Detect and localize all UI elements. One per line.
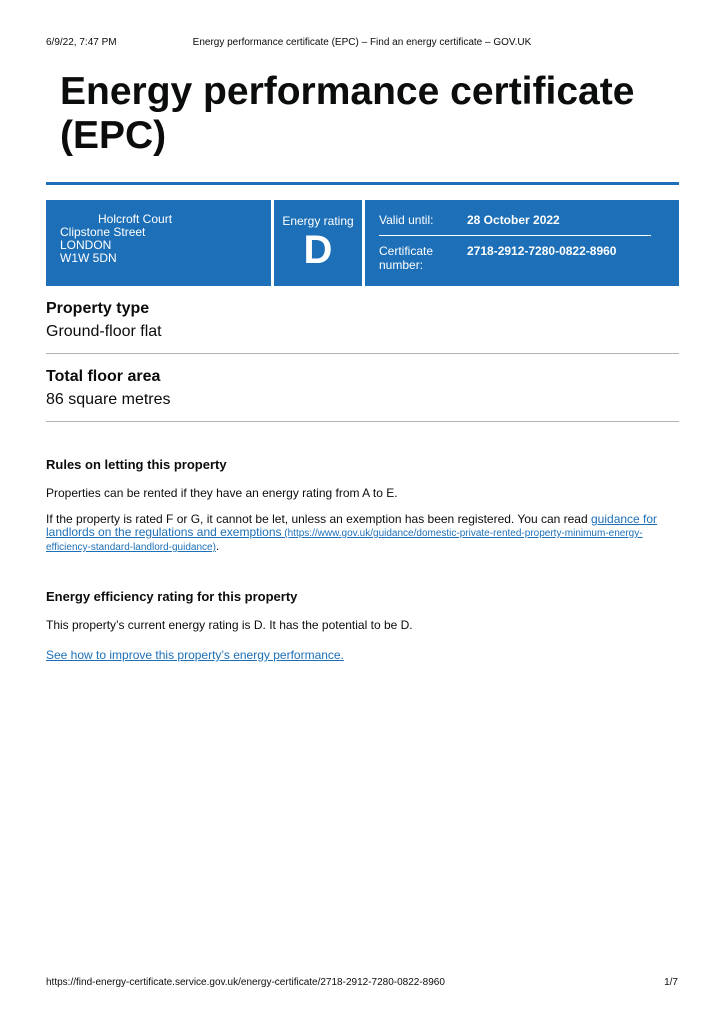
section-divider [46,353,679,354]
certificate-number-label-line2: number: [379,258,424,272]
address-box [46,200,271,286]
valid-until-label: Valid until: [379,213,434,227]
property-type-section [46,300,679,341]
print-datetime: 6/9/22, 7:47 PM [46,37,117,48]
print-footer-url: https://find-energy-certificate.service.gov.uk/energy-certificate/2718-2912-7280-0822-8960 [46,977,445,988]
valid-until-value: 28 October 2022 [467,213,560,227]
details-divider [379,235,651,236]
energy-rating-value: D [303,228,333,272]
epc-summary [46,200,679,286]
letting-paragraph-2-end: . [215,539,220,553]
certificate-number-row [379,244,651,272]
property-type-heading: Property type [46,300,150,317]
landlord-guidance-url[interactable]: (https://www.gov.uk/guidance/domestic-private-rented-property-minimum-energy-efficiency-standard-landlord-guidance) [46,528,643,553]
valid-until-row [379,213,651,227]
landlord-guidance-link-text[interactable]: guidance for landlords on the regulations and exemptions [46,512,658,539]
section-divider [46,421,679,422]
address-city: LONDON [60,238,112,252]
certificate-number-label [379,244,467,272]
certificate-number-value: 2718-2912-7280-0822-8960 [467,244,617,258]
letting-paragraph-2 [46,513,679,554]
title-divider [46,182,679,185]
main-content [46,70,679,662]
page-number: 1/7 [664,977,678,988]
property-type-value: Ground-floor flat [46,323,162,340]
address-line1: Holcroft Court [98,212,173,226]
efficiency-heading: Energy efficiency rating for this property [46,589,298,604]
floor-area-heading: Total floor area [46,368,161,385]
energy-rating-label: Energy rating [282,214,354,228]
address-postcode: W1W 5DN [60,251,117,265]
page-title: Energy performance certificate (EPC) [60,70,635,157]
energy-rating-box [274,200,362,286]
improve-performance-link[interactable]: See how to improve this property’s energy performance. [46,648,344,662]
print-page-title: Energy performance certificate (EPC) – Find an energy certificate – GOV.UK [192,37,532,48]
floor-area-section [46,368,679,409]
certificate-number-label-line1: Certificate [379,244,434,258]
efficiency-paragraph: This property’s current energy rating is D. It has the potential to be D. [46,618,413,632]
letting-paragraph-1: Properties can be rented if they have an energy rating from A to E. [46,486,398,500]
letting-paragraph-2-text: If the property is rated F or G, it cannot be let, unless an exemption has been registered. You can read [46,512,591,526]
letting-heading: Rules on letting this property [46,457,227,472]
address-line2: Clipstone Street [60,225,146,239]
floor-area-value: 86 square metres [46,391,171,408]
certificate-details-box [365,200,679,286]
